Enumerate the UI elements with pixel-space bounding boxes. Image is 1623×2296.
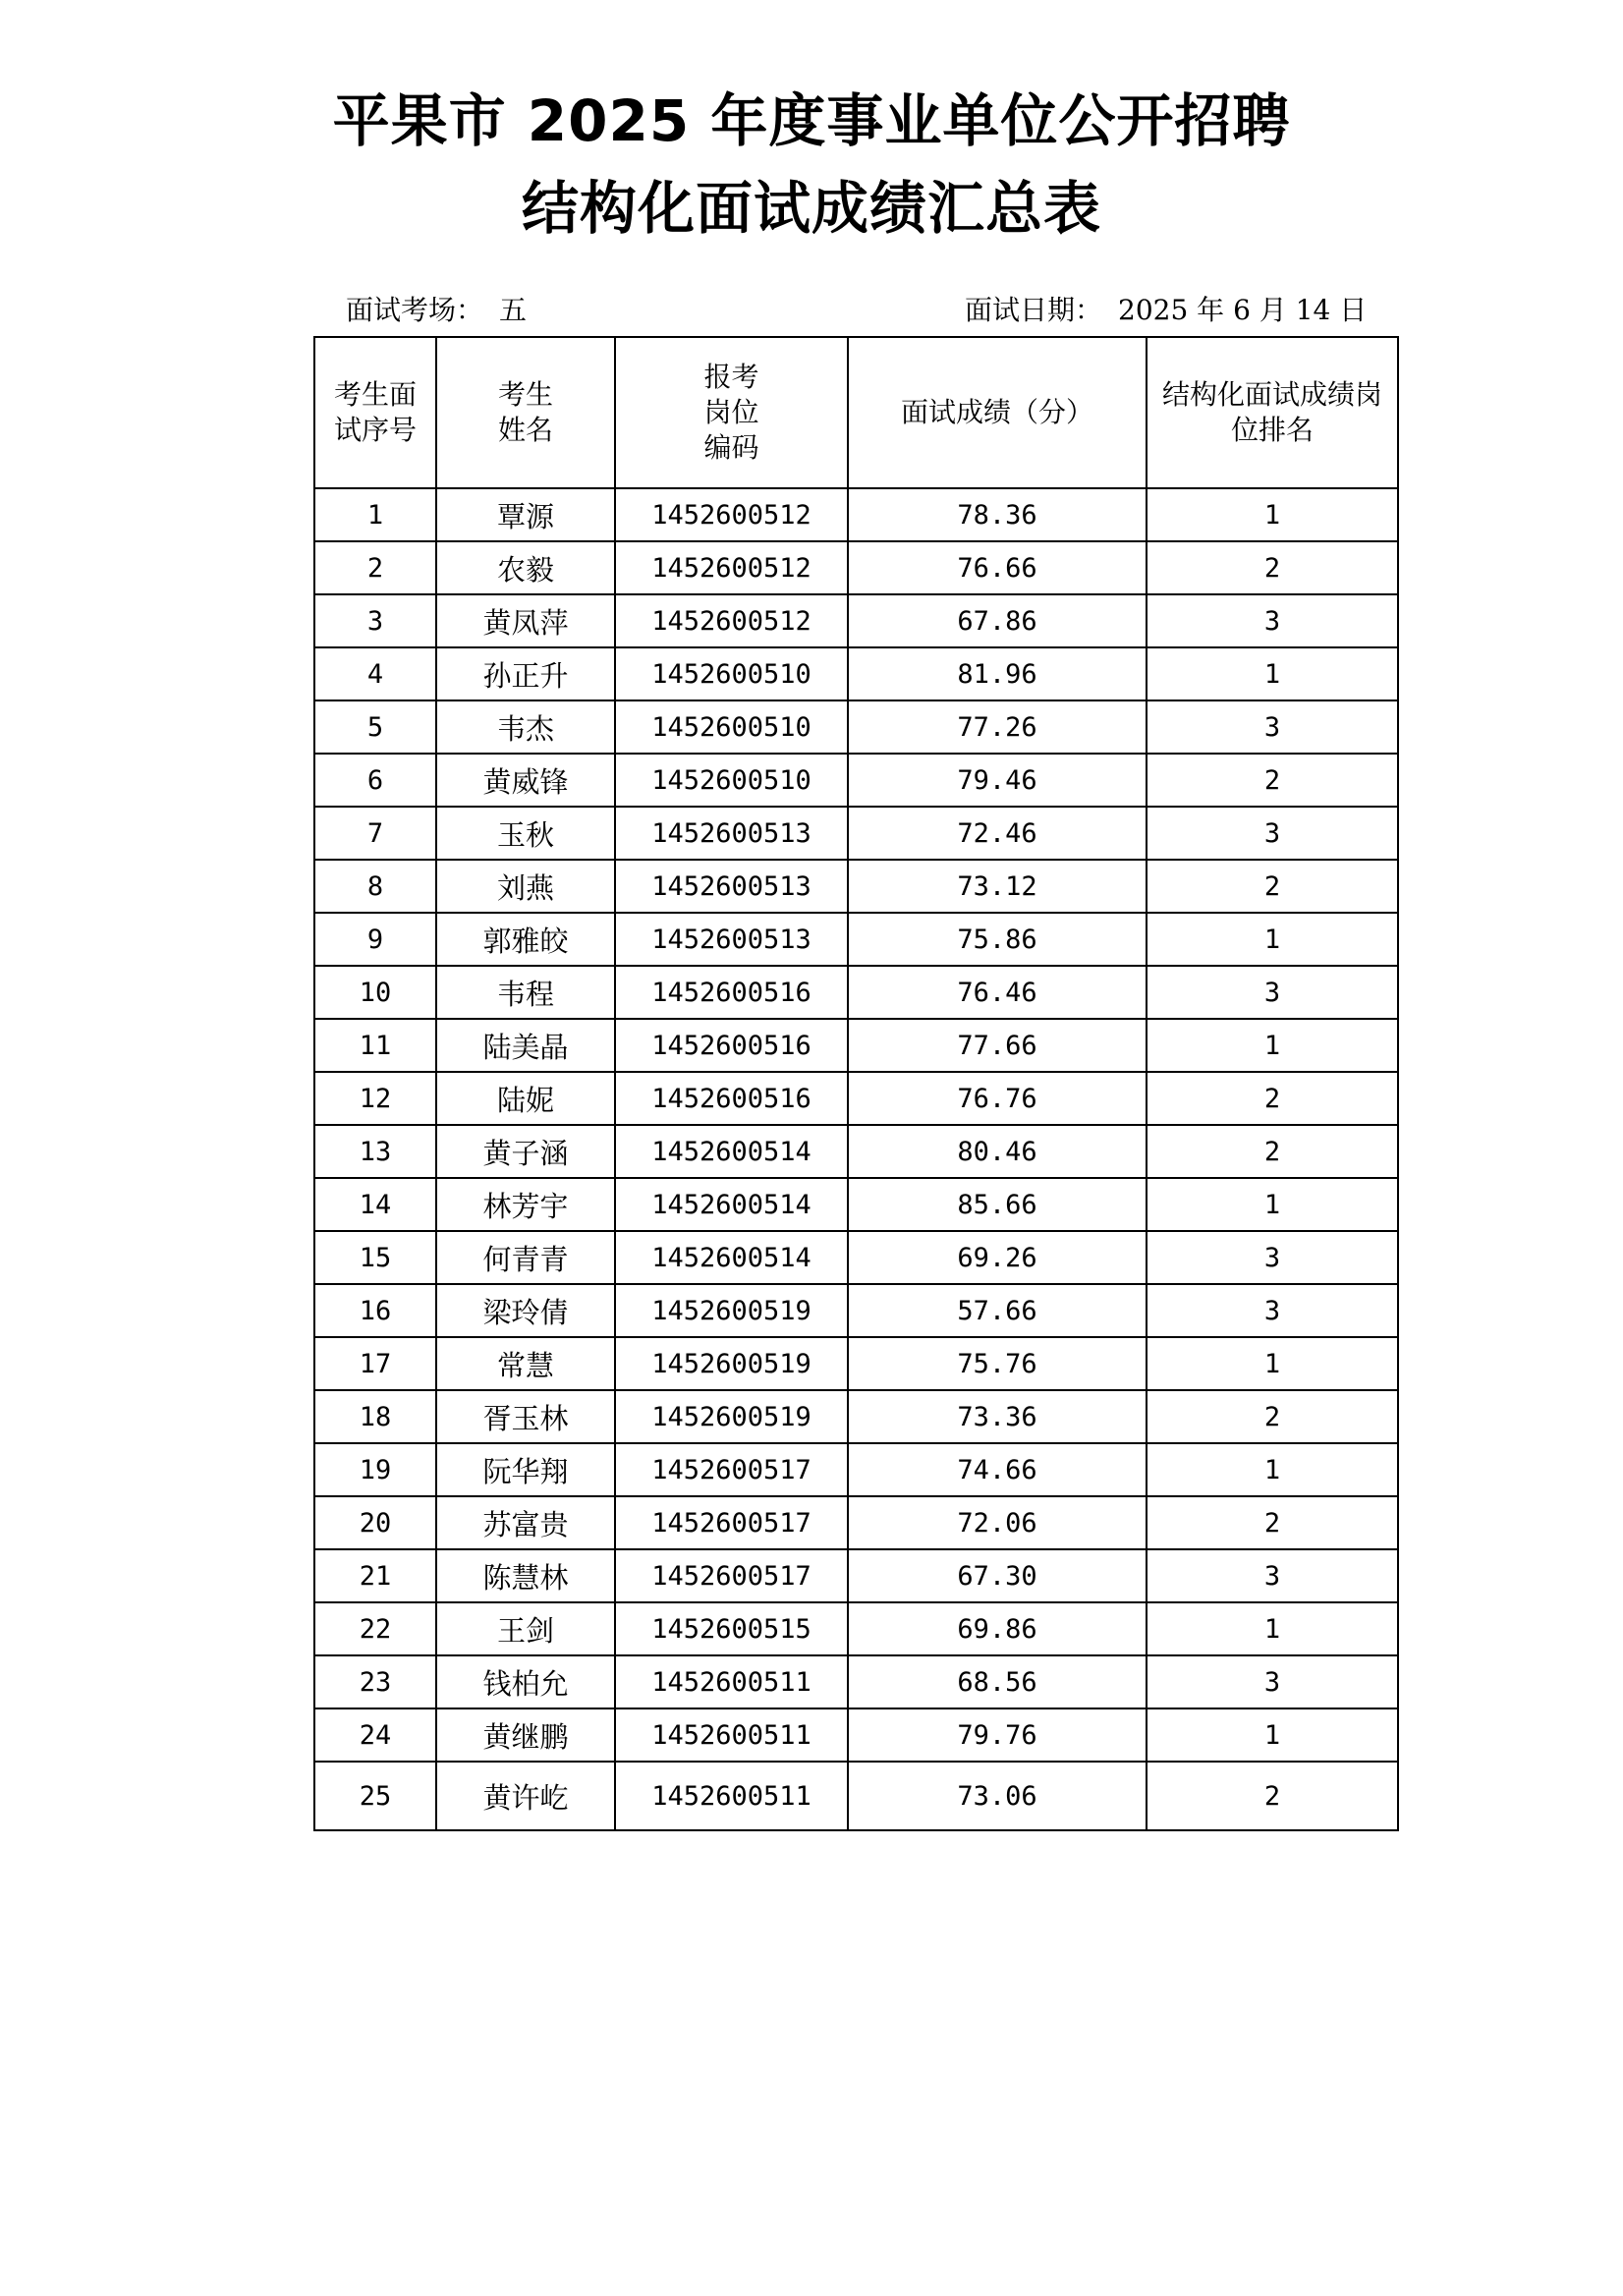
table-row <box>314 1762 1398 1830</box>
header-post-line: 编码 <box>703 431 759 464</box>
table-row <box>314 1708 1398 1762</box>
table-row <box>314 541 1398 594</box>
cell-rank: 2 <box>1147 1762 1398 1830</box>
cell-rank: 1 <box>1147 1708 1398 1762</box>
cell-name: 林芳宇 <box>436 1178 615 1231</box>
cell-seq: 25 <box>314 1762 436 1830</box>
cell-score: 85.66 <box>848 1178 1147 1231</box>
cell-rank: 1 <box>1147 647 1398 700</box>
cell-score: 81.96 <box>848 647 1147 700</box>
cell-rank: 3 <box>1147 1549 1398 1602</box>
cell-name: 阮华翔 <box>436 1443 615 1496</box>
cell-score: 77.66 <box>848 1019 1147 1072</box>
cell-seq: 9 <box>314 913 436 966</box>
cell-name: 苏富贵 <box>436 1496 615 1549</box>
cell-post-code: 1452600512 <box>615 594 848 647</box>
table-row <box>314 1390 1398 1443</box>
cell-seq: 22 <box>314 1602 436 1655</box>
table-body <box>314 488 1398 1830</box>
cell-name: 黄许屹 <box>436 1762 615 1830</box>
cell-post-code: 1452600514 <box>615 1178 848 1231</box>
cell-rank: 3 <box>1147 966 1398 1019</box>
cell-seq: 7 <box>314 807 436 860</box>
date-label: 面试日期： <box>965 294 1103 326</box>
cell-score: 77.26 <box>848 700 1147 754</box>
cell-seq: 20 <box>314 1496 436 1549</box>
cell-rank: 3 <box>1147 700 1398 754</box>
cell-rank: 3 <box>1147 1655 1398 1708</box>
table-row <box>314 1549 1398 1602</box>
cell-score: 79.46 <box>848 754 1147 807</box>
cell-score: 72.46 <box>848 807 1147 860</box>
cell-score: 73.12 <box>848 860 1147 913</box>
cell-post-code: 1452600515 <box>615 1602 848 1655</box>
cell-rank: 2 <box>1147 860 1398 913</box>
cell-rank: 1 <box>1147 1443 1398 1496</box>
header-name-line: 考生 <box>497 378 553 411</box>
cell-post-code: 1452600511 <box>615 1708 848 1762</box>
cell-post-code: 1452600511 <box>615 1762 848 1830</box>
cell-rank: 3 <box>1147 594 1398 647</box>
table-row <box>314 647 1398 700</box>
cell-name: 钱柏允 <box>436 1655 615 1708</box>
table-row <box>314 1231 1398 1284</box>
cell-post-code: 1452600513 <box>615 913 848 966</box>
cell-score: 72.06 <box>848 1496 1147 1549</box>
cell-seq: 10 <box>314 966 436 1019</box>
cell-rank: 2 <box>1147 541 1398 594</box>
cell-post-code: 1452600513 <box>615 807 848 860</box>
cell-seq: 3 <box>314 594 436 647</box>
table-row <box>314 1337 1398 1390</box>
cell-score: 75.76 <box>848 1337 1147 1390</box>
cell-score: 68.56 <box>848 1655 1147 1708</box>
table-row <box>314 1443 1398 1496</box>
header-rank-line: 结构化面试成绩岗 <box>1161 378 1382 411</box>
cell-rank: 1 <box>1147 1602 1398 1655</box>
table-row <box>314 807 1398 860</box>
date-value: 2025 年 6 月 14 日 <box>1118 294 1368 326</box>
table-row <box>314 700 1398 754</box>
cell-score: 75.86 <box>848 913 1147 966</box>
cell-rank: 1 <box>1147 488 1398 541</box>
cell-seq: 8 <box>314 860 436 913</box>
cell-rank: 1 <box>1147 1178 1398 1231</box>
venue-label: 面试考场： <box>346 294 484 326</box>
cell-name: 韦杰 <box>436 700 615 754</box>
cell-post-code: 1452600516 <box>615 1072 848 1125</box>
table-row <box>314 913 1398 966</box>
cell-seq: 18 <box>314 1390 436 1443</box>
cell-post-code: 1452600516 <box>615 966 848 1019</box>
cell-seq: 17 <box>314 1337 436 1390</box>
table-row <box>314 754 1398 807</box>
cell-score: 67.86 <box>848 594 1147 647</box>
cell-post-code: 1452600510 <box>615 700 848 754</box>
cell-rank: 2 <box>1147 1390 1398 1443</box>
cell-seq: 4 <box>314 647 436 700</box>
cell-score: 78.36 <box>848 488 1147 541</box>
date-info <box>965 291 1367 330</box>
cell-score: 67.30 <box>848 1549 1147 1602</box>
cell-post-code: 1452600516 <box>615 1019 848 1072</box>
cell-name: 胥玉林 <box>436 1390 615 1443</box>
table-row <box>314 488 1398 541</box>
header-rank-line: 位排名 <box>1230 414 1314 446</box>
cell-seq: 21 <box>314 1549 436 1602</box>
cell-post-code: 1452600512 <box>615 541 848 594</box>
cell-name: 农毅 <box>436 541 615 594</box>
score-table <box>313 336 1399 1831</box>
cell-name: 覃源 <box>436 488 615 541</box>
cell-seq: 14 <box>314 1178 436 1231</box>
cell-seq: 12 <box>314 1072 436 1125</box>
cell-post-code: 1452600513 <box>615 860 848 913</box>
cell-rank: 1 <box>1147 913 1398 966</box>
cell-post-code: 1452600514 <box>615 1231 848 1284</box>
table-row <box>314 594 1398 647</box>
cell-score: 57.66 <box>848 1284 1147 1337</box>
header-score <box>848 337 1147 488</box>
table-row <box>314 1072 1398 1125</box>
table-header-row <box>314 337 1398 488</box>
header-post-line: 报考 <box>703 361 759 393</box>
cell-score: 73.06 <box>848 1762 1147 1830</box>
cell-name: 陆妮 <box>436 1072 615 1125</box>
cell-post-code: 1452600511 <box>615 1655 848 1708</box>
cell-name: 刘燕 <box>436 860 615 913</box>
cell-score: 73.36 <box>848 1390 1147 1443</box>
cell-name: 常慧 <box>436 1337 615 1390</box>
header-seq-line: 试序号 <box>333 414 417 446</box>
table-row <box>314 1496 1398 1549</box>
header-name <box>436 337 615 488</box>
cell-name: 王剑 <box>436 1602 615 1655</box>
header-rank <box>1147 337 1398 488</box>
header-post-line: 岗位 <box>703 396 759 428</box>
cell-name: 何青青 <box>436 1231 615 1284</box>
cell-name: 郭雅皎 <box>436 913 615 966</box>
cell-post-code: 1452600514 <box>615 1125 848 1178</box>
cell-seq: 2 <box>314 541 436 594</box>
cell-name: 陆美晶 <box>436 1019 615 1072</box>
cell-post-code: 1452600517 <box>615 1496 848 1549</box>
cell-name: 黄继鹏 <box>436 1708 615 1762</box>
venue-value: 五 <box>499 294 528 326</box>
cell-score: 80.46 <box>848 1125 1147 1178</box>
cell-name: 黄子涵 <box>436 1125 615 1178</box>
cell-seq: 19 <box>314 1443 436 1496</box>
cell-seq: 16 <box>314 1284 436 1337</box>
venue-info <box>346 291 527 330</box>
header-score-line: 面试成绩（分） <box>900 396 1093 428</box>
table-row <box>314 860 1398 913</box>
cell-rank: 1 <box>1147 1019 1398 1072</box>
cell-name: 玉秋 <box>436 807 615 860</box>
cell-post-code: 1452600510 <box>615 754 848 807</box>
cell-score: 69.26 <box>848 1231 1147 1284</box>
cell-post-code: 1452600517 <box>615 1549 848 1602</box>
table-row <box>314 1284 1398 1337</box>
cell-rank: 1 <box>1147 1337 1398 1390</box>
cell-seq: 6 <box>314 754 436 807</box>
cell-name: 黄凤萍 <box>436 594 615 647</box>
cell-name: 陈慧林 <box>436 1549 615 1602</box>
table-row <box>314 1019 1398 1072</box>
cell-post-code: 1452600519 <box>615 1337 848 1390</box>
cell-score: 74.66 <box>848 1443 1147 1496</box>
cell-seq: 24 <box>314 1708 436 1762</box>
cell-seq: 15 <box>314 1231 436 1284</box>
cell-rank: 2 <box>1147 1496 1398 1549</box>
cell-name: 孙正升 <box>436 647 615 700</box>
table-row <box>314 1655 1398 1708</box>
cell-rank: 3 <box>1147 1231 1398 1284</box>
cell-rank: 2 <box>1147 754 1398 807</box>
table-row <box>314 966 1398 1019</box>
cell-rank: 2 <box>1147 1125 1398 1178</box>
cell-name: 韦程 <box>436 966 615 1019</box>
cell-post-code: 1452600510 <box>615 647 848 700</box>
cell-score: 76.76 <box>848 1072 1147 1125</box>
cell-post-code: 1452600517 <box>615 1443 848 1496</box>
cell-rank: 3 <box>1147 1284 1398 1337</box>
header-seq-line: 考生面 <box>333 378 417 411</box>
cell-post-code: 1452600519 <box>615 1390 848 1443</box>
cell-rank: 3 <box>1147 807 1398 860</box>
cell-name: 梁玲倩 <box>436 1284 615 1337</box>
document-title-line2: 结构化面试成绩汇总表 <box>521 175 1101 242</box>
cell-score: 76.46 <box>848 966 1147 1019</box>
cell-score: 76.66 <box>848 541 1147 594</box>
cell-post-code: 1452600519 <box>615 1284 848 1337</box>
cell-seq: 1 <box>314 488 436 541</box>
header-name-line: 姓名 <box>497 414 553 446</box>
cell-post-code: 1452600512 <box>615 488 848 541</box>
table-row <box>314 1602 1398 1655</box>
document-title-line1: 平果市 2025 年度事业单位公开招聘 <box>332 87 1291 154</box>
cell-score: 69.86 <box>848 1602 1147 1655</box>
cell-seq: 13 <box>314 1125 436 1178</box>
cell-seq: 23 <box>314 1655 436 1708</box>
cell-rank: 2 <box>1147 1072 1398 1125</box>
table-row <box>314 1125 1398 1178</box>
cell-name: 黄威锋 <box>436 754 615 807</box>
header-seq <box>314 337 436 488</box>
header-post-code <box>615 337 848 488</box>
table-row <box>314 1178 1398 1231</box>
cell-seq: 5 <box>314 700 436 754</box>
cell-score: 79.76 <box>848 1708 1147 1762</box>
cell-seq: 11 <box>314 1019 436 1072</box>
